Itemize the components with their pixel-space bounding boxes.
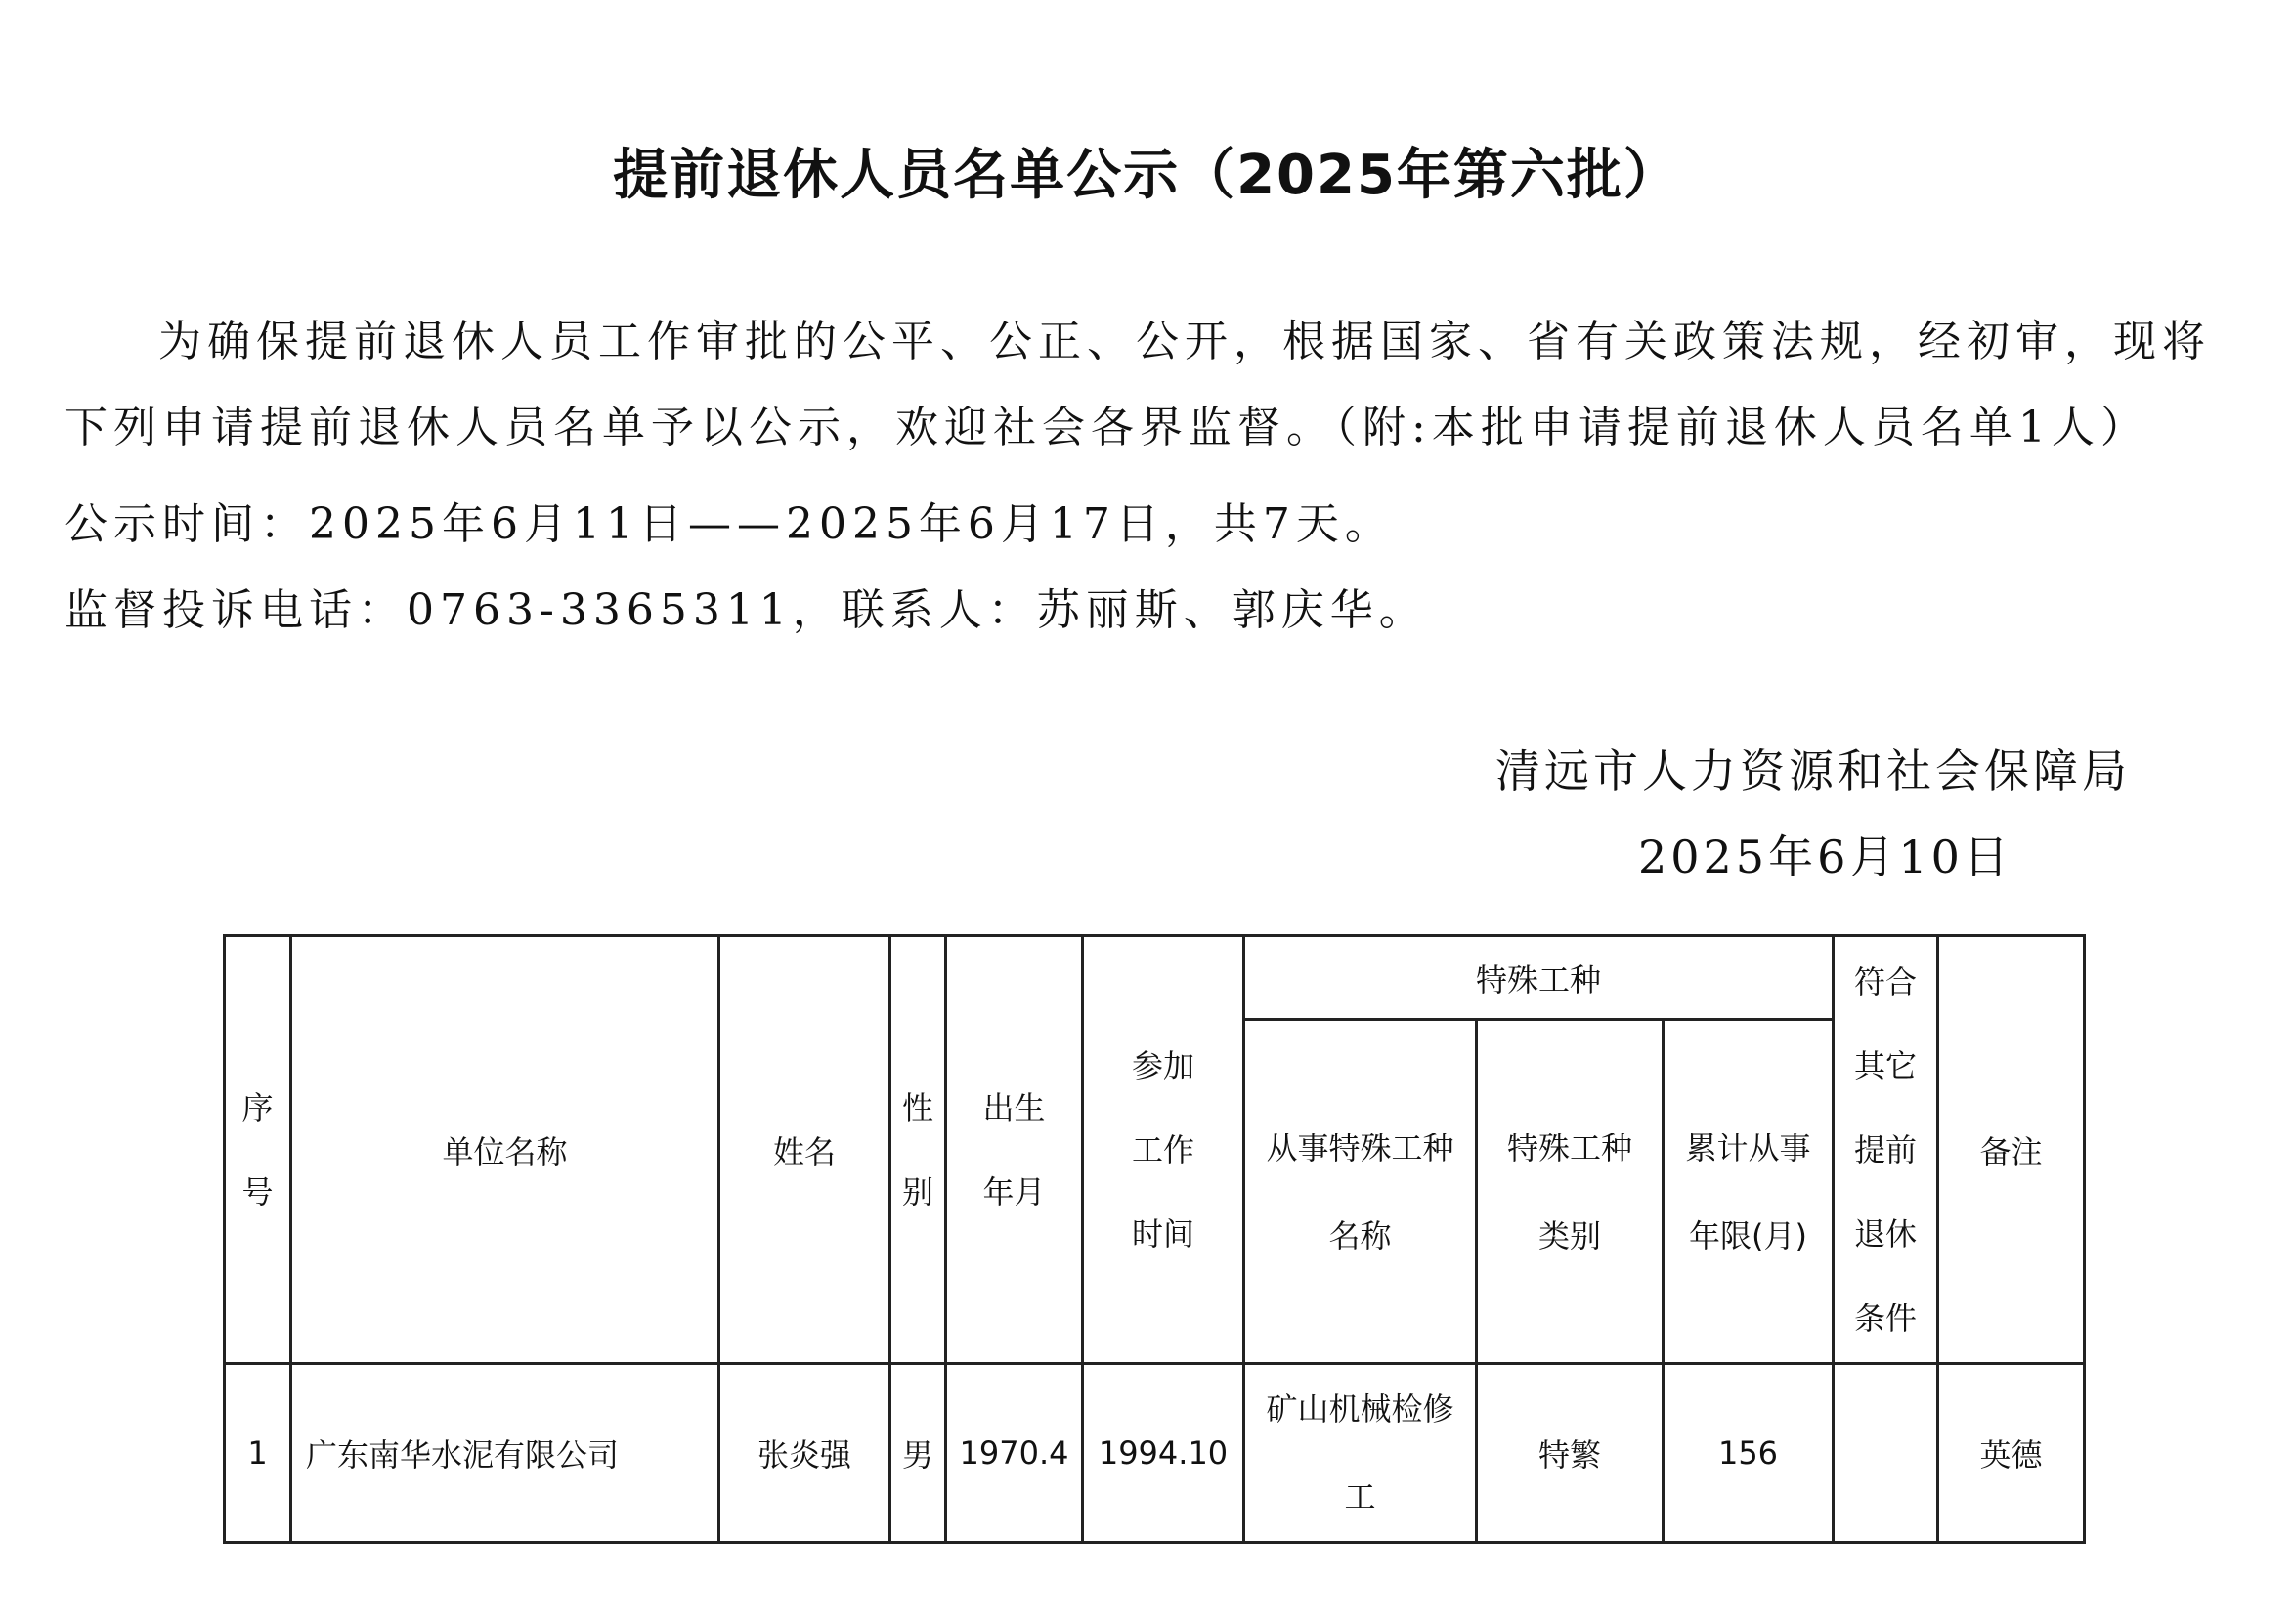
cell-special-name: 矿山机械检修 工 (1244, 1364, 1477, 1543)
cell-months: 156 (1664, 1364, 1834, 1543)
header-row-1 (225, 936, 2085, 1020)
cell-remarks: 英德 (1938, 1364, 2085, 1543)
cell-gender: 男 (890, 1364, 946, 1543)
header-work-start: 参加 工作 时间 (1083, 936, 1244, 1364)
cell-work-start: 1994.10 (1083, 1364, 1244, 1543)
table-row (225, 1364, 2085, 1543)
notice-period: 公示时间：2025年6月11日——2025年6月17日，共7天。 (65, 499, 1394, 549)
cell-birth: 1970.4 (946, 1364, 1083, 1543)
cell-seq: 1 (225, 1364, 291, 1543)
cell-other-conditions (1834, 1364, 1938, 1543)
intro-paragraph (65, 299, 2244, 471)
issue-date: 2025年6月10日 (1638, 831, 2012, 883)
header-special-category: 特殊工种 类别 (1477, 1020, 1664, 1364)
complaint-contact: 监督投诉电话：0763-3365311，联系人：苏丽斯、郭庆华。 (65, 585, 1428, 635)
page-title: 提前退休人员名单公示（2025年第六批） (613, 144, 1680, 207)
header-special-group: 特殊工种 (1244, 936, 1834, 1020)
cell-name: 张炎强 (719, 1364, 890, 1543)
header-name: 姓名 (719, 936, 890, 1364)
header-gender: 性 别 (890, 936, 946, 1364)
header-unit: 单位名称 (291, 936, 719, 1364)
retiree-table (223, 934, 2086, 1544)
header-seq: 序 号 (225, 936, 291, 1364)
cell-special-category: 特繁 (1477, 1364, 1664, 1543)
header-months: 累计从事 年限(月) (1664, 1020, 1834, 1364)
issuer-name: 清远市人力资源和社会保障局 (1495, 745, 2131, 797)
header-remarks: 备注 (1938, 936, 2085, 1364)
intro-line-2: 下列申请提前退休人员名单予以公示，欢迎社会各界监督。（附:本批申请提前退休人员名单1人） (65, 403, 2149, 452)
header-other-conditions: 符合 其它 提前 退休 条件 (1834, 936, 1938, 1364)
header-special-name: 从事特殊工种 名称 (1244, 1020, 1477, 1364)
cell-unit: 广东南华水泥有限公司 (291, 1364, 719, 1543)
intro-line-1: 为确保提前退休人员工作审批的公平、公正、公开，根据国家、省有关政策法规，经初审，现将 (158, 317, 2211, 366)
header-birth: 出生 年月 (946, 936, 1083, 1364)
